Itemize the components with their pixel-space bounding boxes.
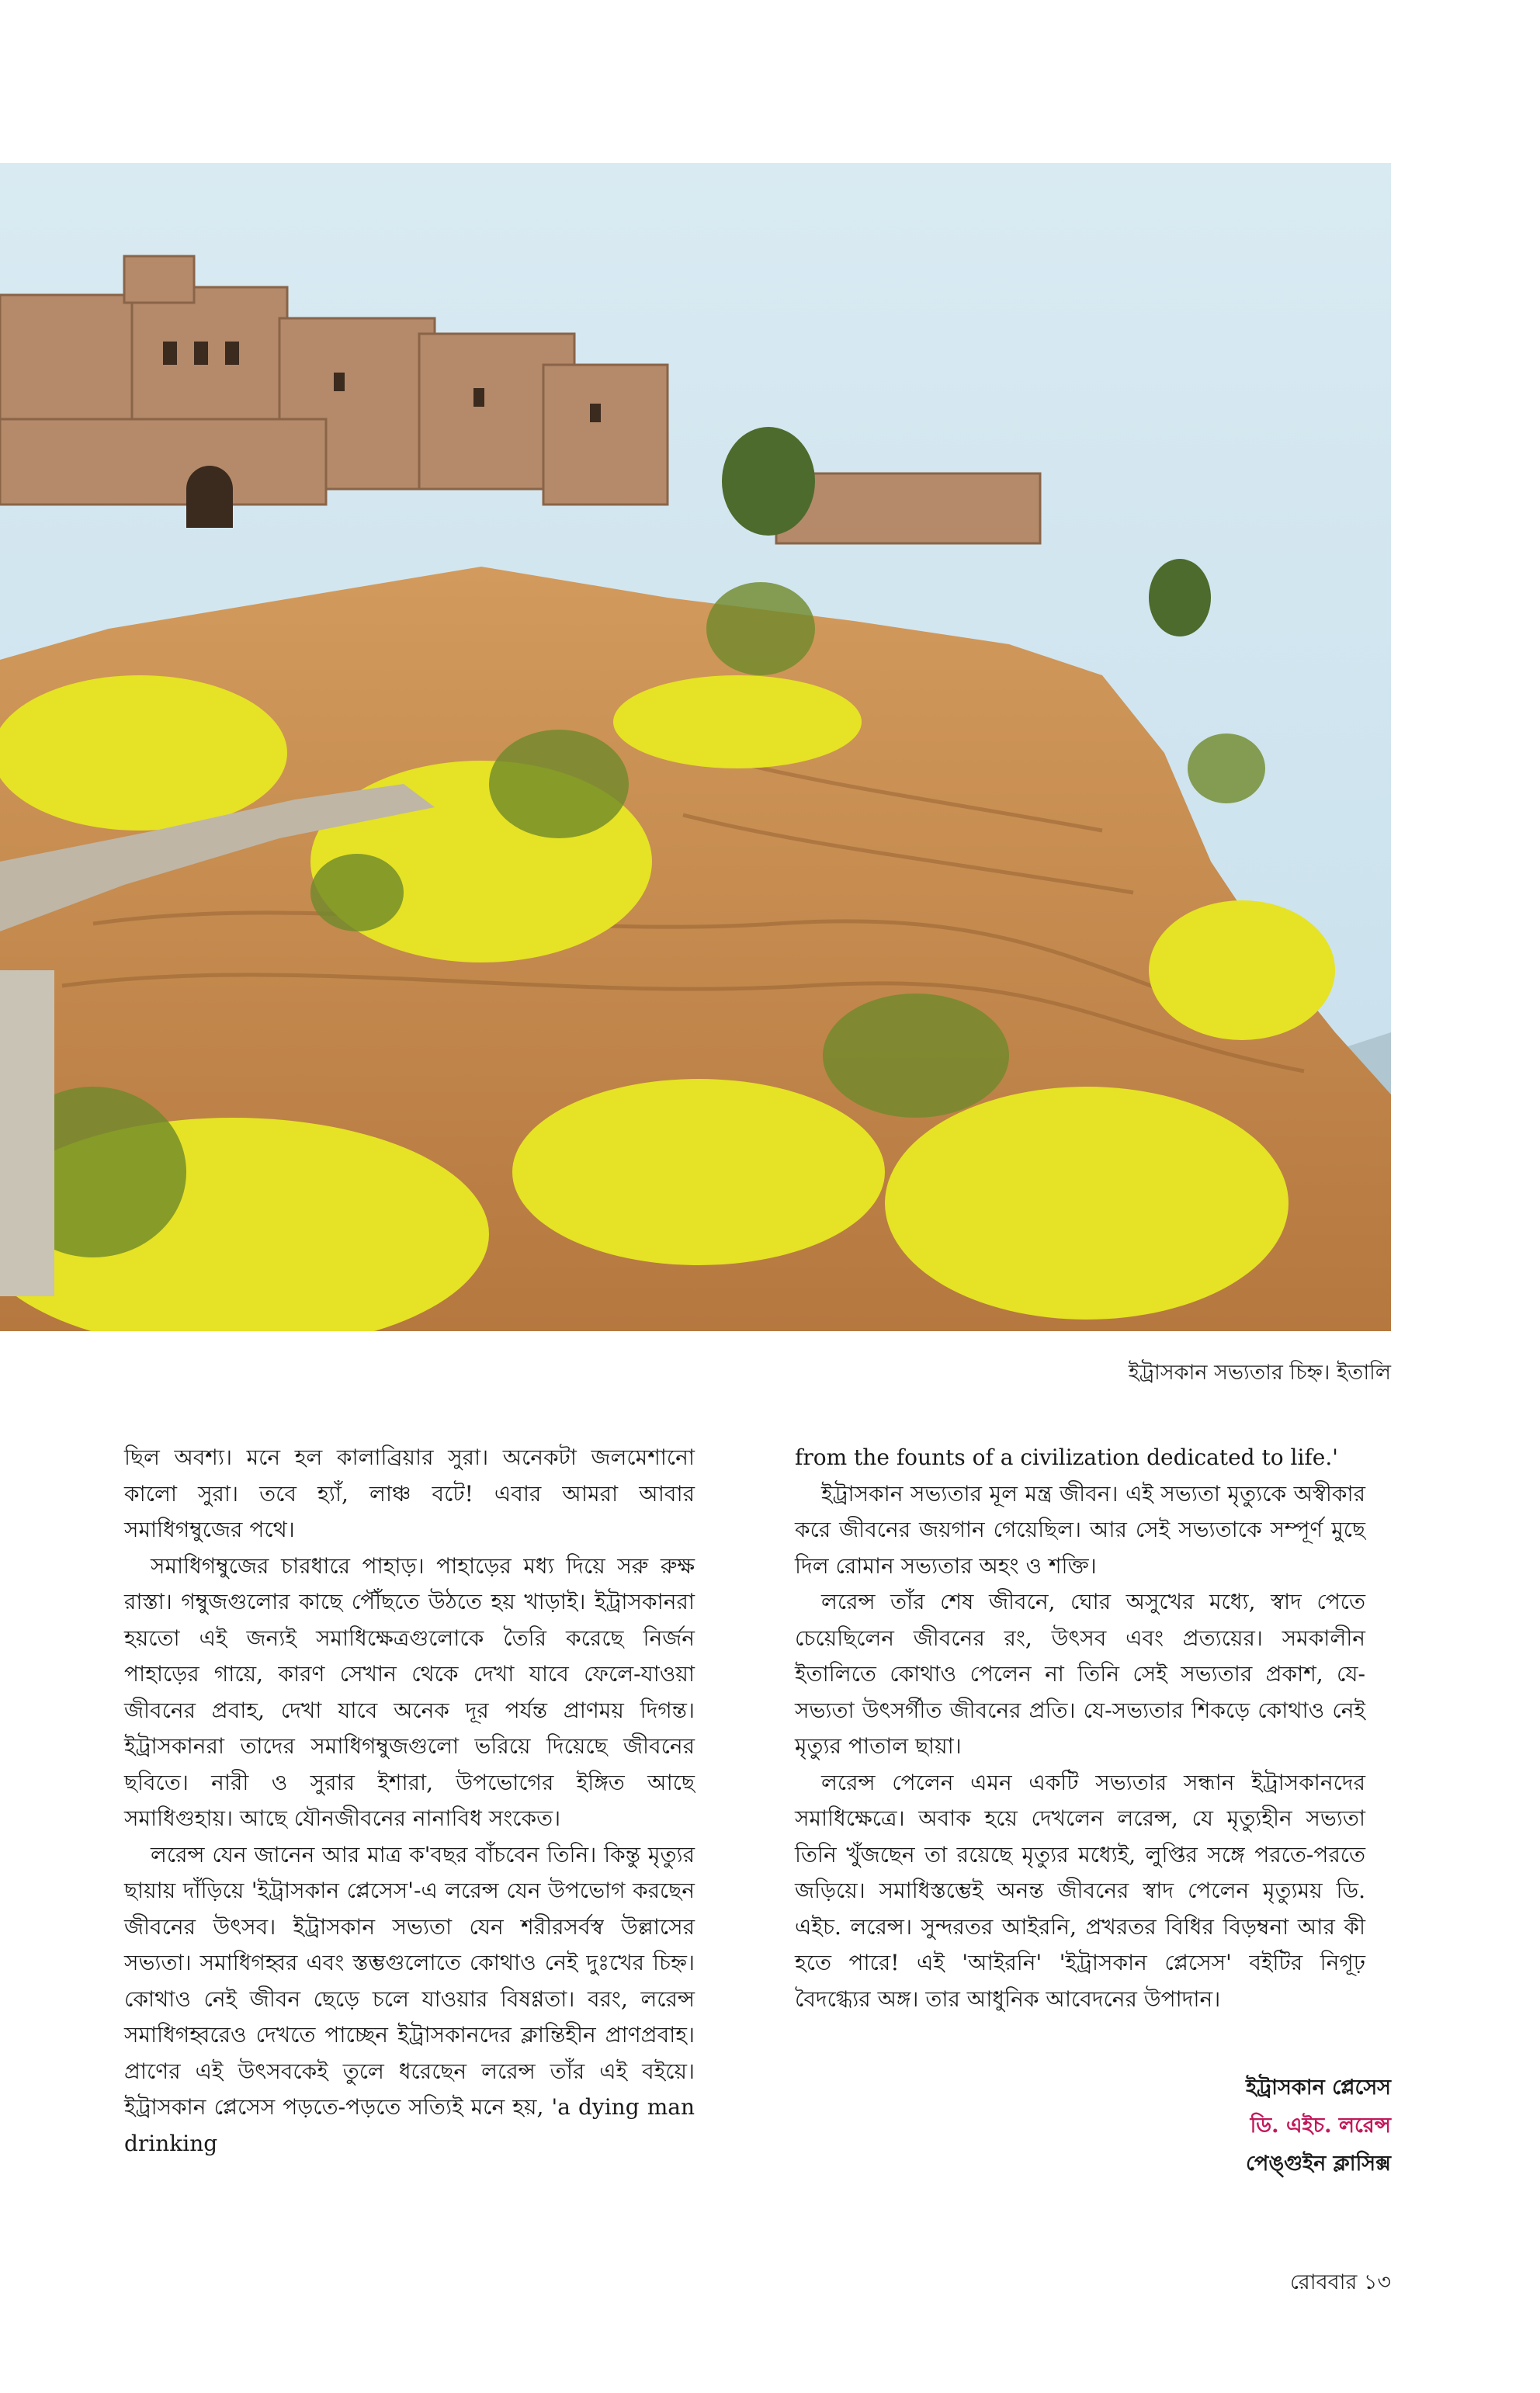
paragraph: লরেন্স যেন জানেন আর মাত্র ক'বছর বাঁচবেন তিনি। কিন্তু মৃত্যুর ছায়ায় দাঁড়িয়ে 'ইট্রাসকান প্লেসেস'-এ লরেন্স যেন উপভোগ করছেন জীবনের উৎসব। ইট্রাসকান সভ্যতা যেন শরীরসর্বস্ব উল্লাসের সভ্যতা। সমাধিগহ্বর এবং স্তম্ভগুলোতে কোথাও নেই দুঃখের চিহ্ন। কোথাও নেই জীবন ছেড়ে চলে যাওয়ার বিষণ্ণতা। বরং, লরেন্স সমাধিগহ্বরেও দেখতে পাচ্ছেন ইট্রাসকানদের ক্লান্তিহীন প্রাণপ্রবাহ। প্রাণের এই উৎসবকেই তুলে ধরেছেন লরেন্স তাঁর এই বইয়ে। ইট্রাসকান প্লেসেস পড়তে-পড়তে সত্যিই মনে হয়, 'a dying man drinking [124, 1841, 695, 2156]
photo-illustration [0, 163, 1391, 1331]
book-title: ইট্রাসকান প্লেসেস [1245, 2076, 1391, 2100]
article-column-left [124, 1440, 695, 2162]
paragraph: সমাধিগম্বুজের চারধারে পাহাড়। পাহাড়ের মধ্য দিয়ে সরু রুক্ষ রাস্তা। গম্বুজগুলোর কাছে পৌঁছতে উঠতে হয় খাড়াই। ইট্রাসকানরা হয়তো এই জন্যই সমাধিক্ষেত্রগুলোকে তৈরি করেছে নির্জন পাহাড়ের গায়ে, কারণ সেখান থেকে দেখা যাবে ফেলে-যাওয়া জীবনের প্রবাহ, দেখা যাবে অনেক দূর পর্যন্ত প্রাণময় দিগন্ত। ইট্রাসকানরা তাদের সমাধিগম্বুজগুলো ভরিয়ে দিয়েছে জীবনের ছবিতে। নারী ও সুরার ইশারা, উপভোগের ইঙ্গিত আছে সমাধিগুহায়। আছে যৌনজীবনের নানাবিধ সংকেত। [124, 1552, 695, 1831]
paragraph: ছিল অবশ্য। মনে হল কালাব্রিয়ার সুরা। অনেকটা জলমেশানো কালো সুরা। তবে হ্যাঁ, লাঞ্চ বটে! এবার আমরা আবার সমাধিগম্বুজের পথে। [124, 1444, 695, 1542]
tree [1149, 559, 1211, 636]
paragraph: লরেন্স পেলেন এমন একটি সভ্যতার সন্ধান ইট্রাসকানদের সমাধিক্ষেত্রে। অবাক হয়ে দেখলেন লরেন্স, যে মৃত্যুহীন সভ্যতা তিনি খুঁজছেন তা রয়েছে মৃত্যুর মধ্যেই, লুপ্তির সঙ্গে পরতে-পরতে জড়িয়ে। সমাধিস্তম্ভেই অনন্ত জীবনের স্বাদ পেলেন মৃত্যুময় ডি. এইচ. লরেন্স। সুন্দরতর আইরনি, প্রখরতর বিধির বিড়ম্বনা আর কী হতে পারে! এই 'আইরনি' 'ইট্রাসকান প্লেসেস' বইটির নিগূঢ় বৈদগ্ধ্যের অঙ্গ। তার আধুনিক আবেদনের উপাদান। [795, 1769, 1365, 2012]
tree [722, 427, 815, 536]
article-column-right [795, 1440, 1365, 2017]
photo-caption: ইট্রাসকান সভ্যতার চিহ্ন। ইতালি [1128, 1361, 1391, 1385]
book-credit [1246, 2069, 1391, 2183]
bridge-pillar [0, 970, 54, 1296]
page-folio: রোববার ১৩ [1289, 2270, 1391, 2294]
book-publisher: পেঙ্গুইন ক্লাসিক্স [1246, 2152, 1391, 2176]
paragraph: লরেন্স তাঁর শেষ জীবনে, ঘোর অসুখের মধ্যে, স্বাদ পেতে চেয়েছিলেন জীবনের রং, উৎসব এবং প্রত্যয়ের। সমকালীন ইতালিতে কোথাও পেলেন না তিনি সেই সভ্যতার প্রকাশ, যে-সভ্যতা উৎসর্গীত জীবনের প্রতি। যে-সভ্যতার শিকড়ে কোথাও নেই মৃত্যুর পাতাল ছায়া। [795, 1589, 1365, 1759]
book-author: ডি. এইচ. লরেন্স [1250, 2114, 1391, 2138]
paragraph: ইট্রাসকান সভ্যতার মূল মন্ত্র জীবন। এই সভ্যতা মৃত্যুকে অস্বীকার করে জীবনের জয়গান গেয়েছিল। আর সেই সভ্যতাকে সম্পূর্ণ মুছে দিল রোমান সভ্যতার অহং ও শক্তি। [795, 1480, 1365, 1579]
paragraph: from the founts of a civilization dedicated to life.' [795, 1444, 1338, 1470]
hilltop-town-photo [0, 163, 1391, 1331]
